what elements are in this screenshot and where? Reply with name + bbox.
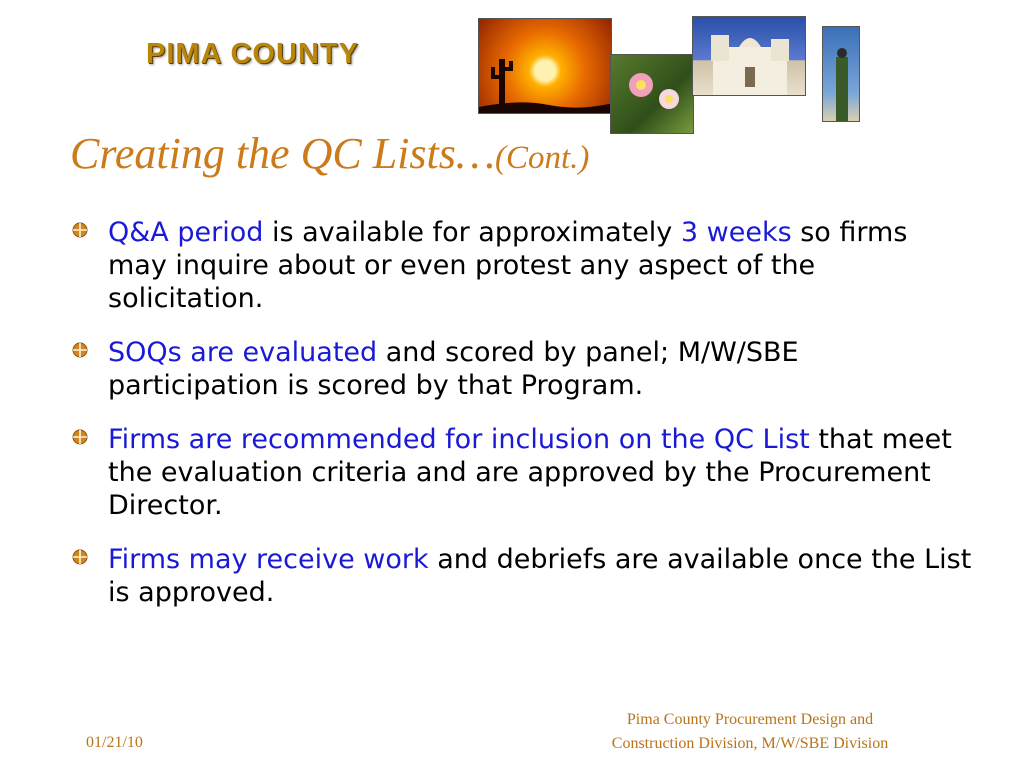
bullet-icon [72,342,88,358]
bullet-item [72,543,972,609]
footer-organization [560,708,940,756]
saguaro-bird-photo [822,26,860,122]
bullet-text: and scored by panel; M/W/SBE participation is scored by that Program. [108,337,799,401]
bullet-icon [72,429,88,445]
sunset-photo [478,18,612,114]
footer-date: 01/21/10 [86,734,143,751]
bullet-text: and debriefs are available once the List is approved. [108,544,972,608]
title-main: Creating the QC Lists… [70,129,495,178]
bullet-highlight: Firms may receive work [108,544,429,575]
bullet-icon [72,222,88,238]
bullet-item [72,216,972,315]
bullet-highlight: Firms are recommended for inclusion on the QC List [108,424,810,455]
bullet-icon [72,549,88,565]
pima-county-logo: PIMA COUNTY [146,38,359,70]
bullet-text: is available for approximately [263,217,681,248]
bullet-highlight: Q&A period [108,217,264,248]
bullet-text-2: so firms may inquire about or even protest any aspect of the solicitation. [108,217,908,314]
slide-title [70,128,589,184]
bullet-highlight-2: 3 weeks [680,217,792,248]
cactus-flower-photo [610,54,694,134]
bullet-text: that meet the evaluation criteria and are approved by the Procurement Director. [108,424,952,521]
mission-building-photo [692,16,806,96]
footer-org-line2: Construction Division, M/W/SBE Division [611,735,889,752]
bullet-item [72,336,972,402]
bullet-highlight: SOQs are evaluated [108,337,378,368]
title-sub: (Cont.) [494,140,590,176]
header-photo-collage [478,16,860,124]
bullet-item [72,423,972,522]
bullet-list [72,216,972,609]
footer-org-line1: Pima County Procurement Design and [626,711,874,728]
